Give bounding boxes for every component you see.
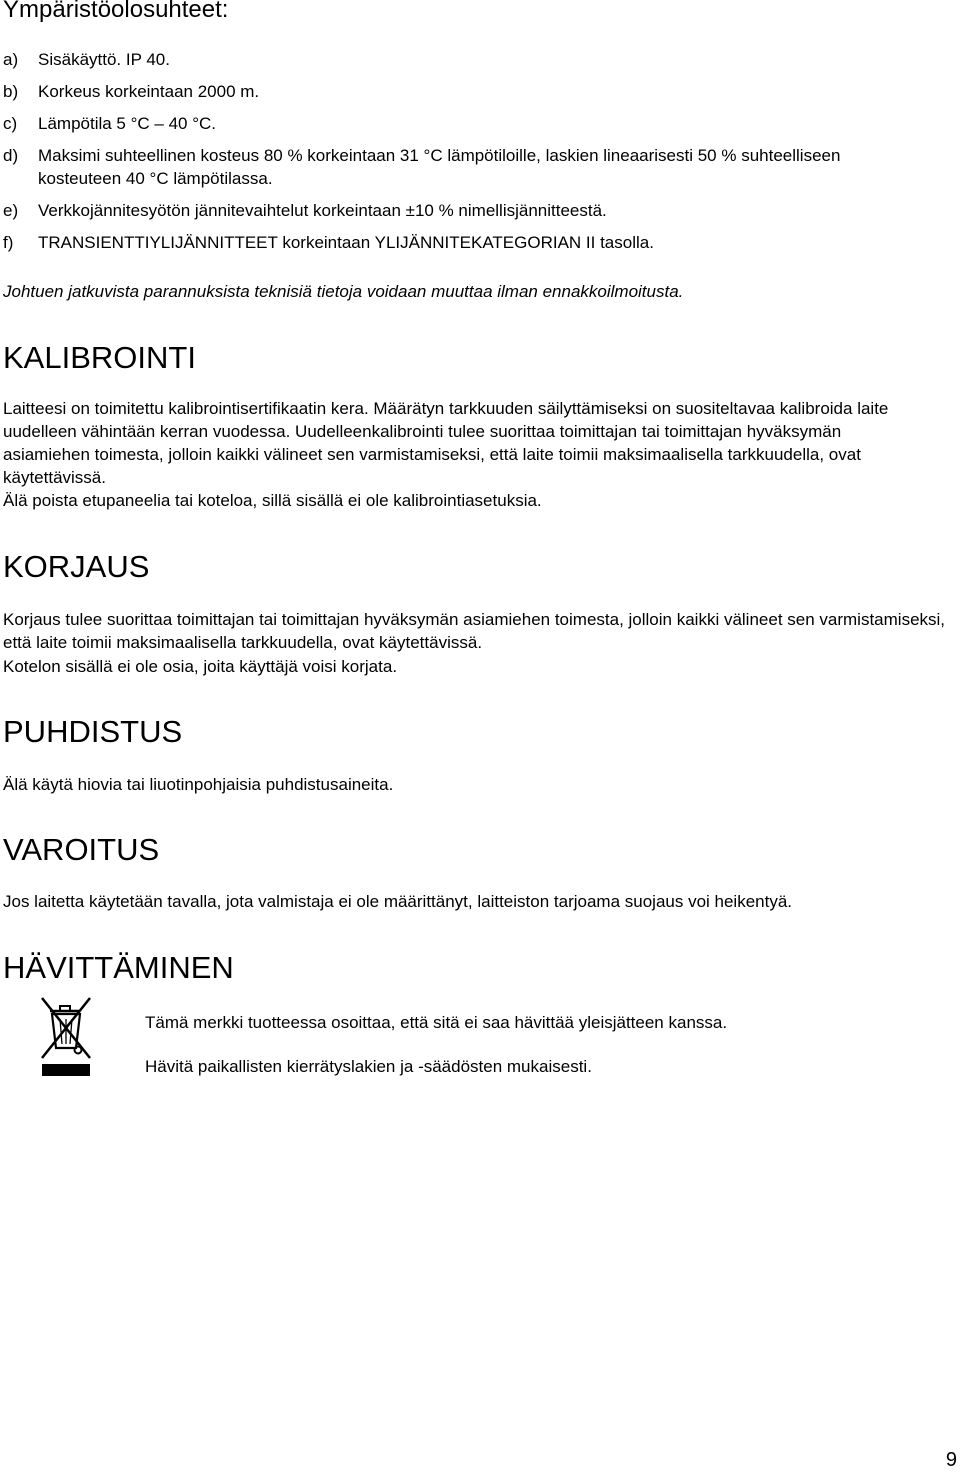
disposal-title: HÄVITTÄMINEN	[3, 950, 234, 985]
calibration-paragraph: Laitteesi on toimitettu kalibrointisertifikaatin kera. Määrätyn tarkkuuden säilyttämiseksi on suositeltavaa kalibroida laite uudelleen vähintään kerran vuodessa. Uudelleenkalibrointi tulee suorittaa toimittajan tai toimittajan hyväksymän asiamiehen toimesta, jolloin kaikki välineet sen varmistamiseksi, että laite toimii maksimaalisella tarkkuudella, ovat käytettävissä.	[3, 399, 889, 487]
page-number: 9	[945, 1449, 957, 1471]
cleaning-title: PUHDISTUS	[3, 714, 183, 749]
environment-list	[3, 48, 903, 263]
list-item-letter: e)	[3, 201, 19, 220]
cleaning-paragraph: Älä käytä hiovia tai liuotinpohjaisia puhdistusaineita.	[3, 775, 394, 794]
disposal-paragraph: Tämä merkki tuotteessa osoittaa, että sitä ei saa hävittää yleisjätteen kanssa.	[145, 1013, 728, 1032]
list-item-text: Korkeus korkeintaan 2000 m.	[38, 82, 260, 101]
list-item-text: TRANSIENTTIYLIJÄNNITTEET korkeintaan YLIJÄNNITEKATEGORIAN II tasolla.	[38, 233, 654, 252]
list-item-letter: b)	[3, 82, 19, 101]
disposal-instructions: Hävitä paikallisten kierrätyslakien ja -säädösten mukaisesti.	[145, 1057, 592, 1076]
list-item-letter: c)	[3, 114, 18, 133]
calibration-title: KALIBROINTI	[3, 340, 196, 375]
repair-note-paragraph: Kotelon sisällä ei ole osia, joita käyttäjä voisi korjata.	[3, 657, 398, 676]
list-item-text: Verkkojännitesyötön jännitevaihtelut korkeintaan ±10 % nimellisjännitteestä.	[38, 201, 607, 220]
warning-title: VAROITUS	[3, 832, 160, 867]
repair-title: KORJAUS	[3, 549, 150, 584]
list-item	[3, 199, 903, 222]
list-item-text: Lämpötila 5 °C – 40 °C.	[38, 114, 217, 133]
list-item	[3, 48, 903, 71]
list-item-letter: f)	[3, 233, 14, 252]
crossed-out-wheelie-bin-icon	[38, 994, 94, 1078]
list-item	[3, 80, 903, 103]
environment-title: Ympäristöolosuhteet:	[3, 0, 229, 23]
list-item-text: Sisäkäyttö. IP 40.	[38, 50, 170, 69]
list-item-letter: a)	[3, 50, 19, 69]
list-item	[3, 231, 903, 254]
list-item-letter: d)	[3, 146, 19, 165]
list-item	[3, 112, 903, 135]
calibration-warning-paragraph: Älä poista etupaneelia tai koteloa, sillä sisällä ei ole kalibrointiasetuksia.	[3, 491, 542, 510]
repair-paragraph: Korjaus tulee suorittaa toimittajan tai toimittajan hyväksymän asiamiehen toimesta, jolloin kaikki välineet sen varmistamiseksi, että laite toimii maksimaalisella tarkkuudella, ovat käytettävissä.	[3, 610, 946, 652]
list-item	[3, 144, 868, 190]
list-item-text: Maksimi suhteellinen kosteus 80 % korkeintaan 31 °C lämpötiloille, laskien lineaarisesti 50 % suhteelliseen kosteuteen 40 °C lämpötilassa.	[38, 146, 841, 188]
specifications-note: Johtuen jatkuvista parannuksista teknisiä tietoja voidaan muuttaa ilman ennakkoilmoitusta.	[3, 282, 684, 301]
warning-paragraph: Jos laitetta käytetään tavalla, jota valmistaja ei ole määrittänyt, laitteiston tarjoama suojaus voi heikentyä.	[3, 892, 793, 911]
